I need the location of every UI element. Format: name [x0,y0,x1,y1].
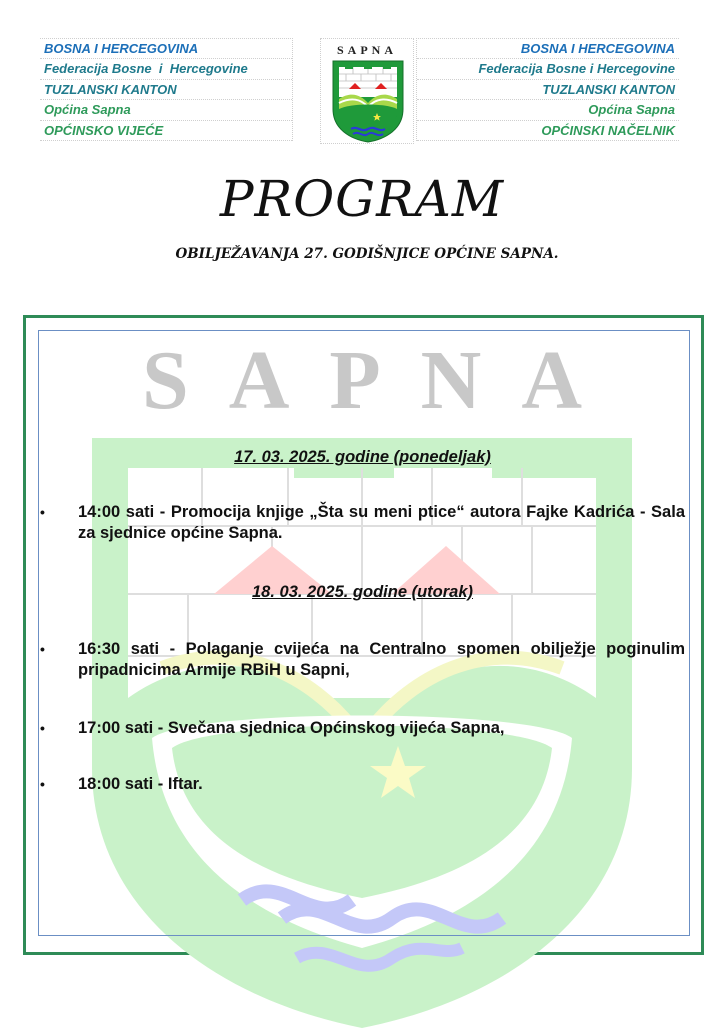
header-left-line-1: BOSNA I HERCEGOVINA [40,39,292,59]
watermark-sapna-text: SAPNA [141,334,622,427]
header-right-line-1: BOSNA I HERCEGOVINA [417,39,679,59]
header-left-line-5: OPĆINSKO VIJEĆE [40,121,292,141]
bullet-icon: • [40,504,45,520]
page-subtitle: OBILJEŽAVANJA 27. GODIŠNJICE OPĆINE SAPNA. [175,246,559,262]
header-left-institution [40,38,293,141]
bullet-icon: • [40,641,45,657]
day-heading-1: 17. 03. 2025. godine (ponedeljak) [234,448,491,466]
header-right-line-4: Općina Sapna [417,100,679,120]
day-heading-2: 18. 03. 2025. godine (utorak) [252,583,473,601]
header-right-institution [416,38,679,141]
header-right-line-3: TUZLANSKI KANTON [417,80,679,100]
bullet-icon: • [40,776,45,792]
header-left-line-4: Općina Sapna [40,100,292,120]
header-right-line-2: Federacija Bosne i Hercegovine [417,59,679,79]
event-text: 14:00 sati - Promocija knjige „Šta su meni ptice“ autora Fajke Kadrića - Sala za sjednice općine Sapna. [78,503,685,542]
header-left-line-2: Federacija Bosne i Hercegovine [40,59,292,79]
event-text: 16:30 sati - Polaganje cvijeća na Centralno spomen obilježje poginulim pripadnicima Armije RBiH u Sapni, [78,640,704,679]
crest-box [320,38,414,144]
event-text: 18:00 sati - Iftar. [78,775,203,793]
crest-title: SAPNA [336,43,397,57]
coat-of-arms-icon [331,59,405,143]
page-title: PROGRAM [219,170,505,228]
bullet-icon: • [40,720,45,736]
header-left-line-3: TUZLANSKI KANTON [40,80,292,100]
header-right-line-5: OPĆINSKI NAČELNIK [417,121,679,141]
event-text: 17:00 sati - Svečana sjednica Općinskog vijeća Sapna, [78,719,505,737]
